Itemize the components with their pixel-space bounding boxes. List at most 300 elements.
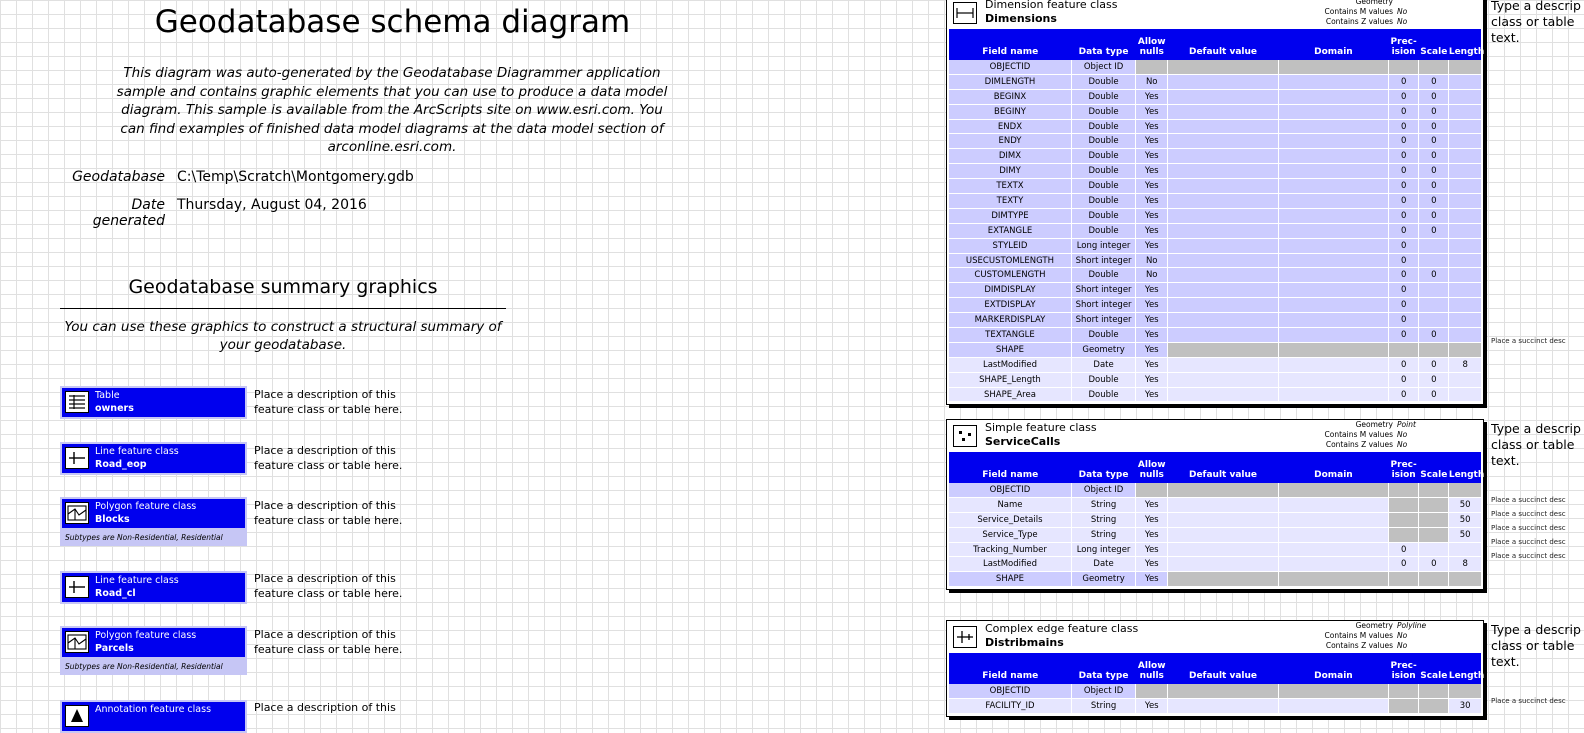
cell-length <box>1449 194 1481 209</box>
cell-domain <box>1278 208 1388 223</box>
table-header-row <box>949 653 1481 684</box>
cell-data-type: Double <box>1071 179 1135 194</box>
table-row[interactable] <box>949 684 1481 698</box>
cell-scale: 0 <box>1419 164 1449 179</box>
fc-type: Complex edge feature class <box>985 622 1139 635</box>
cell-domain <box>1278 372 1388 387</box>
cell-data-type: Double <box>1071 134 1135 149</box>
column-header-allow-nulls: Allow nulls <box>1136 29 1168 60</box>
table-row[interactable] <box>949 283 1481 298</box>
card-name: Road_cl <box>95 588 136 599</box>
fc-name: Distribmains <box>985 636 1064 649</box>
card-description: Place a description of this <box>254 701 396 714</box>
cell-data-type: Short integer <box>1071 298 1135 313</box>
cell-domain <box>1278 387 1388 402</box>
fc-name: ServiceCalls <box>985 435 1061 448</box>
cell-scale: 0 <box>1419 557 1449 572</box>
cell-field-name: STYLEID <box>949 238 1071 253</box>
cell-length <box>1449 542 1481 557</box>
cell-length: 8 <box>1449 357 1481 372</box>
succinct-description: Place a succinct desc <box>1491 551 1566 560</box>
cell-allow-nulls: Yes <box>1136 557 1168 572</box>
cell-precision <box>1389 60 1419 74</box>
cell-allow-nulls: Yes <box>1136 328 1168 343</box>
cell-domain <box>1278 238 1388 253</box>
cell-default-value <box>1168 328 1278 343</box>
card-type: Table <box>95 390 120 401</box>
cell-precision: 0 <box>1389 238 1419 253</box>
cell-length: 50 <box>1449 512 1481 527</box>
polygon-icon <box>65 502 89 524</box>
succinct-description: Place a succinct desc <box>1491 537 1566 546</box>
cell-default-value <box>1168 238 1278 253</box>
table-row[interactable] <box>949 372 1481 387</box>
card-type: Polygon feature class <box>95 501 197 512</box>
card-description: Place a description of this feature class or table here. <box>254 388 403 416</box>
cell-data-type: Double <box>1071 194 1135 209</box>
cell-precision <box>1389 684 1419 698</box>
cell-domain <box>1278 684 1388 698</box>
cell-length <box>1449 298 1481 313</box>
succinct-description: Place a succinct desc <box>1491 495 1566 504</box>
cell-domain <box>1278 119 1388 134</box>
cell-default-value <box>1168 253 1278 268</box>
cell-domain <box>1278 104 1388 119</box>
summary-card-road-eop[interactable] <box>60 442 247 475</box>
cell-allow-nulls: No <box>1136 268 1168 283</box>
fields-table <box>949 653 1485 714</box>
cell-field-name: DIMLENGTH <box>949 74 1071 89</box>
cell-field-name: DIMX <box>949 149 1071 164</box>
cell-field-name: SHAPE_Length <box>949 372 1071 387</box>
table-row[interactable] <box>949 527 1481 542</box>
cell-precision: 0 <box>1389 372 1419 387</box>
table-icon <box>65 391 89 413</box>
cell-scale <box>1419 572 1449 587</box>
feature-class-dimensions[interactable] <box>946 0 1484 405</box>
cell-scale: 0 <box>1419 194 1449 209</box>
cell-domain <box>1278 542 1388 557</box>
card-name: Parcels <box>95 643 134 654</box>
table-row[interactable] <box>949 313 1481 328</box>
column-header-length: Length <box>1449 653 1481 684</box>
table-row[interactable] <box>949 342 1481 357</box>
cell-field-name: TEXTY <box>949 194 1071 209</box>
cell-precision: 0 <box>1389 313 1419 328</box>
cell-scale: 0 <box>1419 208 1449 223</box>
cell-domain <box>1278 357 1388 372</box>
cell-field-name: Service_Details <box>949 512 1071 527</box>
cell-domain <box>1278 268 1388 283</box>
table-row[interactable] <box>949 208 1481 223</box>
table-row[interactable] <box>949 253 1481 268</box>
cell-default-value <box>1168 89 1278 104</box>
card-type: Line feature class <box>95 446 179 457</box>
table-row[interactable] <box>949 542 1481 557</box>
column-header-precision: Prec- ision <box>1389 452 1419 483</box>
cell-default-value <box>1168 164 1278 179</box>
cell-scale: 0 <box>1419 74 1449 89</box>
table-row[interactable] <box>949 194 1481 209</box>
fc-header <box>947 420 1483 452</box>
cell-scale <box>1419 342 1449 357</box>
cell-precision: 0 <box>1389 164 1419 179</box>
cell-allow-nulls: Yes <box>1136 149 1168 164</box>
cell-length <box>1449 223 1481 238</box>
cell-length <box>1449 372 1481 387</box>
cell-domain <box>1278 483 1388 497</box>
cell-domain <box>1278 149 1388 164</box>
fc-header <box>947 621 1483 653</box>
cell-default-value <box>1168 387 1278 402</box>
column-header-scale: Scale <box>1419 29 1449 60</box>
table-row[interactable] <box>949 164 1481 179</box>
card-header <box>62 628 245 657</box>
column-header-default-value: Default value <box>1168 653 1278 684</box>
cell-domain <box>1278 60 1388 74</box>
column-header-domain: Domain <box>1278 653 1388 684</box>
table-row[interactable] <box>949 328 1481 343</box>
cell-allow-nulls: Yes <box>1136 357 1168 372</box>
cell-allow-nulls: Yes <box>1136 283 1168 298</box>
table-header-row <box>949 452 1481 483</box>
cell-domain <box>1278 253 1388 268</box>
cell-precision <box>1389 572 1419 587</box>
cell-scale <box>1419 684 1449 698</box>
card-description: Place a description of this feature class or table here. <box>254 499 403 527</box>
cell-data-type: Double <box>1071 208 1135 223</box>
fc-properties: Geometry Contains M values No Contains Z values No <box>1324 0 1408 26</box>
cell-data-type: Double <box>1071 89 1135 104</box>
table-row[interactable] <box>949 119 1481 134</box>
table-row[interactable] <box>949 357 1481 372</box>
cell-default-value <box>1168 357 1278 372</box>
cell-length <box>1449 134 1481 149</box>
table-row[interactable] <box>949 298 1481 313</box>
cell-precision <box>1389 698 1419 713</box>
cell-allow-nulls <box>1136 684 1168 698</box>
cell-scale: 0 <box>1419 357 1449 372</box>
cell-domain <box>1278 179 1388 194</box>
succinct-description: Place a succinct desc <box>1491 696 1566 705</box>
card-header <box>62 388 245 417</box>
cell-data-type: Double <box>1071 119 1135 134</box>
table-row[interactable] <box>949 179 1481 194</box>
table-row[interactable] <box>949 557 1481 572</box>
cell-allow-nulls: Yes <box>1136 119 1168 134</box>
feature-class-distribmains[interactable] <box>946 620 1484 717</box>
annotation-icon <box>65 705 89 727</box>
date-value: Thursday, August 04, 2016 <box>177 197 367 213</box>
cell-allow-nulls: Yes <box>1136 164 1168 179</box>
column-header-default-value: Default value <box>1168 452 1278 483</box>
column-header-domain: Domain <box>1278 29 1388 60</box>
card-type: Line feature class <box>95 575 179 586</box>
cell-length <box>1449 149 1481 164</box>
column-header-length: Length <box>1449 452 1481 483</box>
point-icon <box>953 425 977 447</box>
fc-properties: Geometry Point Contains M values No Contains Z values No <box>1324 420 1416 449</box>
cell-default-value <box>1168 283 1278 298</box>
cell-length <box>1449 313 1481 328</box>
cell-scale: 0 <box>1419 104 1449 119</box>
cell-domain <box>1278 283 1388 298</box>
cell-allow-nulls: Yes <box>1136 238 1168 253</box>
cell-data-type: Double <box>1071 74 1135 89</box>
cell-data-type: Short integer <box>1071 283 1135 298</box>
cell-allow-nulls: Yes <box>1136 542 1168 557</box>
cell-default-value <box>1168 268 1278 283</box>
cell-field-name: SHAPE <box>949 572 1071 587</box>
summary-divider <box>60 308 506 309</box>
column-header-field-name: Field name <box>949 29 1071 60</box>
cell-scale <box>1419 238 1449 253</box>
cell-field-name: TEXTANGLE <box>949 328 1071 343</box>
column-header-scale: Scale <box>1419 653 1449 684</box>
cell-field-name: Service_Type <box>949 527 1071 542</box>
column-header-field-name: Field name <box>949 653 1071 684</box>
cell-allow-nulls <box>1136 483 1168 497</box>
cell-data-type: String <box>1071 527 1135 542</box>
cell-field-name: OBJECTID <box>949 483 1071 497</box>
fc-header <box>947 0 1483 29</box>
card-subtypes: Subtypes are Non-Residential, Residential <box>65 662 223 671</box>
cell-length <box>1449 268 1481 283</box>
line-icon <box>65 576 89 598</box>
summary-title: Geodatabase summary graphics <box>128 276 438 298</box>
cell-data-type: Object ID <box>1071 483 1135 497</box>
table-row[interactable] <box>949 512 1481 527</box>
cell-scale <box>1419 253 1449 268</box>
card-header <box>62 444 245 473</box>
cell-allow-nulls: Yes <box>1136 512 1168 527</box>
cell-field-name: SHAPE <box>949 342 1071 357</box>
cell-scale: 0 <box>1419 119 1449 134</box>
cell-data-type: Double <box>1071 372 1135 387</box>
cell-precision: 0 <box>1389 89 1419 104</box>
cell-precision: 0 <box>1389 194 1419 209</box>
cell-default-value <box>1168 512 1278 527</box>
cell-scale <box>1419 298 1449 313</box>
cell-default-value <box>1168 557 1278 572</box>
cell-domain <box>1278 512 1388 527</box>
cell-default-value <box>1168 134 1278 149</box>
cell-allow-nulls: Yes <box>1136 387 1168 402</box>
fc-properties: Geometry Polyline Contains M values No Contains Z values No <box>1324 621 1427 650</box>
cell-data-type: Double <box>1071 164 1135 179</box>
cell-default-value <box>1168 149 1278 164</box>
cell-precision <box>1389 527 1419 542</box>
card-header <box>62 702 245 731</box>
table-row[interactable] <box>949 134 1481 149</box>
cell-default-value <box>1168 104 1278 119</box>
table-row[interactable] <box>949 104 1481 119</box>
cell-precision: 0 <box>1389 104 1419 119</box>
cell-field-name: FACILITY_ID <box>949 698 1071 713</box>
succinct-description: Place a succinct desc <box>1491 337 1566 345</box>
summary-description: You can use these graphics to construct a structural summary of your geodatabase. <box>64 319 502 353</box>
table-header-row <box>949 29 1481 60</box>
column-header-allow-nulls: Allow nulls <box>1136 452 1168 483</box>
cell-scale: 0 <box>1419 223 1449 238</box>
cell-field-name: Tracking_Number <box>949 542 1071 557</box>
fields-table <box>949 29 1485 402</box>
cell-field-name: TEXTX <box>949 179 1071 194</box>
table-row[interactable] <box>949 387 1481 402</box>
column-header-domain: Domain <box>1278 452 1388 483</box>
cell-allow-nulls: Yes <box>1136 372 1168 387</box>
cell-default-value <box>1168 527 1278 542</box>
cell-field-name: ENDX <box>949 119 1071 134</box>
line-icon <box>65 447 89 469</box>
cell-field-name: LastModified <box>949 557 1071 572</box>
cell-precision: 0 <box>1389 134 1419 149</box>
cell-field-name: BEGINX <box>949 89 1071 104</box>
cell-length: 8 <box>1449 557 1481 572</box>
cell-allow-nulls: Yes <box>1136 497 1168 512</box>
cell-default-value <box>1168 483 1278 497</box>
card-header <box>62 573 245 602</box>
card-description: Place a description of this feature class or table here. <box>254 444 403 472</box>
column-header-data-type: Data type <box>1071 29 1135 60</box>
cell-length <box>1449 119 1481 134</box>
cell-default-value <box>1168 698 1278 713</box>
cell-default-value <box>1168 223 1278 238</box>
cell-allow-nulls: Yes <box>1136 134 1168 149</box>
summary-card-owners[interactable] <box>60 386 247 419</box>
cell-domain <box>1278 527 1388 542</box>
column-header-default-value: Default value <box>1168 29 1278 60</box>
cell-data-type: Long integer <box>1071 238 1135 253</box>
cell-allow-nulls: No <box>1136 253 1168 268</box>
table-row[interactable] <box>949 497 1481 512</box>
cell-allow-nulls: Yes <box>1136 223 1168 238</box>
cell-default-value <box>1168 497 1278 512</box>
cell-scale: 0 <box>1419 387 1449 402</box>
cell-precision: 0 <box>1389 283 1419 298</box>
cell-default-value <box>1168 572 1278 587</box>
card-type: Polygon feature class <box>95 630 197 641</box>
cell-data-type: Double <box>1071 328 1135 343</box>
table-row[interactable] <box>949 698 1481 713</box>
column-header-precision: Prec- ision <box>1389 653 1419 684</box>
cell-length <box>1449 342 1481 357</box>
cell-length <box>1449 164 1481 179</box>
cell-precision: 0 <box>1389 268 1419 283</box>
cell-data-type: Double <box>1071 223 1135 238</box>
cell-field-name: OBJECTID <box>949 684 1071 698</box>
table-row[interactable] <box>949 483 1481 497</box>
summary-card-annotation[interactable] <box>60 700 247 733</box>
table-row[interactable] <box>949 268 1481 283</box>
cell-field-name: USECUSTOMLENGTH <box>949 253 1071 268</box>
cell-default-value <box>1168 342 1278 357</box>
card-header <box>62 499 245 528</box>
cell-field-name: DIMY <box>949 164 1071 179</box>
cell-length <box>1449 684 1481 698</box>
cell-default-value <box>1168 179 1278 194</box>
cell-default-value <box>1168 313 1278 328</box>
fc-type: Dimension feature class <box>985 0 1118 11</box>
cell-default-value <box>1168 372 1278 387</box>
cell-length <box>1449 89 1481 104</box>
cell-field-name: MARKERDISPLAY <box>949 313 1071 328</box>
intro-text: This diagram was auto-generated by the Geodatabase Diagrammer application sample and contains graphic elements that you can use to produce a data model diagram. This sample is available from the ArcScripts site on www.esri.com. You can find examples of finished data model diagrams at the data model section of arconline.esri.com. <box>116 65 668 155</box>
succinct-description: Place a succinct desc <box>1491 509 1566 518</box>
table-row[interactable] <box>949 238 1481 253</box>
table-row[interactable] <box>949 149 1481 164</box>
fc-name: Dimensions <box>985 12 1057 25</box>
cell-domain <box>1278 328 1388 343</box>
cell-precision <box>1389 512 1419 527</box>
card-subtypes: Subtypes are Non-Residential, Residential <box>65 533 223 542</box>
cell-default-value <box>1168 60 1278 74</box>
cell-scale: 0 <box>1419 179 1449 194</box>
summary-card-blocks[interactable] <box>60 497 247 546</box>
cell-precision: 0 <box>1389 179 1419 194</box>
cell-data-type: String <box>1071 512 1135 527</box>
cell-length <box>1449 283 1481 298</box>
cell-allow-nulls: Yes <box>1136 89 1168 104</box>
cell-length <box>1449 572 1481 587</box>
table-row[interactable] <box>949 572 1481 587</box>
cell-data-type: String <box>1071 698 1135 713</box>
cell-precision: 0 <box>1389 557 1419 572</box>
side-description: Type a descrip class or table text. <box>1491 622 1581 669</box>
summary-card-road-cl[interactable] <box>60 571 247 604</box>
cell-length <box>1449 60 1481 74</box>
cell-allow-nulls: Yes <box>1136 179 1168 194</box>
cell-domain <box>1278 557 1388 572</box>
table-row[interactable] <box>949 60 1481 74</box>
dimension-icon <box>953 2 977 24</box>
cell-field-name: ENDY <box>949 134 1071 149</box>
cell-field-name: EXTANGLE <box>949 223 1071 238</box>
cell-data-type: Date <box>1071 357 1135 372</box>
cell-domain <box>1278 497 1388 512</box>
cell-allow-nulls: Yes <box>1136 572 1168 587</box>
table-row[interactable] <box>949 74 1481 89</box>
cell-allow-nulls: Yes <box>1136 194 1168 209</box>
cell-field-name: Name <box>949 497 1071 512</box>
table-row[interactable] <box>949 89 1481 104</box>
summary-card-parcels[interactable] <box>60 626 247 675</box>
cell-domain <box>1278 698 1388 713</box>
cell-domain <box>1278 223 1388 238</box>
cell-data-type: Double <box>1071 387 1135 402</box>
cell-data-type: Long integer <box>1071 542 1135 557</box>
cell-domain <box>1278 572 1388 587</box>
cell-precision: 0 <box>1389 357 1419 372</box>
feature-class-servicecalls[interactable] <box>946 419 1484 590</box>
side-description: Type a descrip class or table text. <box>1491 421 1581 468</box>
cell-domain <box>1278 313 1388 328</box>
column-header-data-type: Data type <box>1071 653 1135 684</box>
cell-length <box>1449 483 1481 497</box>
cell-allow-nulls: No <box>1136 74 1168 89</box>
table-row[interactable] <box>949 223 1481 238</box>
column-header-allow-nulls: Allow nulls <box>1136 653 1168 684</box>
cell-data-type: Double <box>1071 149 1135 164</box>
card-description: Place a description of this feature class or table here. <box>254 572 403 600</box>
cell-scale: 0 <box>1419 372 1449 387</box>
cell-allow-nulls <box>1136 60 1168 74</box>
cell-precision <box>1389 483 1419 497</box>
cell-data-type: Geometry <box>1071 342 1135 357</box>
cell-scale <box>1419 512 1449 527</box>
cell-domain <box>1278 298 1388 313</box>
cell-field-name: EXTDISPLAY <box>949 298 1071 313</box>
